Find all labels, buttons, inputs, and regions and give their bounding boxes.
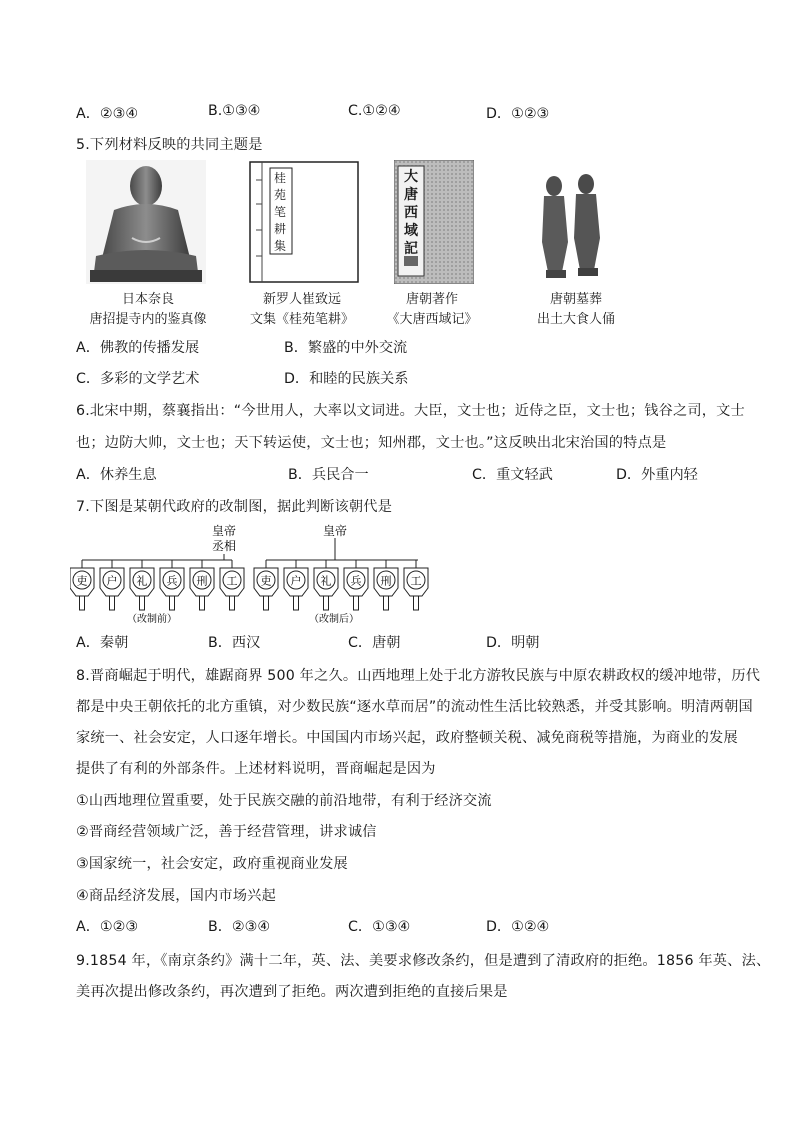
q6-line1: 6.北宋中期，蔡襄指出：“今世用人，大率以文词进。大臣，文士也；近侍之臣，文士也；钱谷之司，文士 [76,403,745,419]
caption-4 [496,290,656,330]
q9-line2: 美再次提出修改条约，再次遭到了拒绝。两次遭到拒绝的直接后果是 [76,984,508,1000]
jianzhen-statue-image [86,160,206,284]
before-reform-label: （改制前） [127,614,177,625]
guiyuan-book-cover-image [248,160,360,284]
before-ministry-5 [190,560,214,610]
before-ministry-label: 工 [226,574,238,588]
q5-option-b: B．繁盛的中外交流 [284,340,408,356]
q7-option-d: D．明朝 [486,635,540,651]
q8-item-4: ④商品经济发展，国内市场兴起 [76,888,276,904]
before-ministry-2 [100,560,124,610]
q5-option-d: D．和睦的民族关系 [284,371,409,387]
q8-line2: 都是中央王朝依托的北方重镇，对少数民族“逐水草而居”的流动性生活比较熟悉，并受其影响。明清两朝国 [76,699,753,715]
after-emperor-label: 皇帝 [322,524,348,538]
after-ministry-label: 兵 [350,574,362,588]
caption-1 [68,290,228,330]
q8-line1: 8.晋商崛起于明代，雄踞商界 500 年之久。山西地理上处于北方游牧民族与中原农耕政权的缓冲地带，历代 [76,668,761,684]
caption-3 [352,290,512,330]
before-ministries [70,560,244,610]
q8-option-b: B．②③④ [208,919,271,935]
before-ministry-4 [160,560,184,610]
after-ministries [254,560,428,610]
caption-4-line1: 唐朝墓葬 [549,292,602,307]
caption-2-line1: 新罗人崔致远 [262,292,341,307]
q8-line3: 家统一、社会安定，人口逐年增长。中国国内市场兴起，政府整顿关税、减免商税等措施，为商业的发展 [76,730,738,746]
before-chancellor-label: 丞相 [211,539,237,553]
caption-1-line1: 日本奈良 [121,292,174,307]
before-ministry-3 [130,560,154,610]
after-ministry-5 [374,560,398,610]
after-ministry-6 [404,560,428,610]
before-emperor-label: 皇帝 [211,524,237,538]
caption-4-line2: 出土大食人俑 [536,312,615,327]
q7-option-c: C．唐朝 [348,635,401,651]
after-ministry-label: 吏 [260,574,272,588]
q8-option-a: A．①②③ [76,919,139,935]
q8-option-c: C．①③④ [348,919,411,935]
arab-figurines-image [530,172,610,284]
q5-option-c: C．多彩的文学艺术 [76,371,200,387]
before-ministry-label: 兵 [166,574,178,588]
q6-option-a: A．休养生息 [76,467,157,483]
q6-option-d: D．外重内轻 [616,467,698,483]
government-reform-diagram [70,520,450,626]
q7-option-a: A．秦朝 [76,635,129,651]
q4-option-d: D．①②③ [486,106,550,122]
q6-line2: 也；边防大帅，文士也；天下转运使，文士也；知州郡，文士也。”这反映出北宋治国的特点是 [76,435,667,451]
after-ministry-label: 刑 [380,574,392,588]
q4-option-c: C.①②④ [348,103,401,119]
after-ministry-2 [284,560,308,610]
after-ministry-1 [254,560,278,610]
q4-option-a: A．②③④ [76,106,139,122]
before-ministry-1 [70,560,94,610]
q6-option-b: B．兵民合一 [288,467,369,483]
after-ministry-label: 礼 [320,574,332,588]
caption-2-line2: 文集《桂苑笔耕》 [249,312,354,327]
caption-1-line2: 唐招提寺内的鉴真像 [89,312,207,327]
guiyuan-book-title: 桂苑笔耕集 [274,171,287,253]
after-ministry-4 [344,560,368,610]
before-ministry-6 [220,560,244,610]
before-ministry-label: 户 [106,574,118,588]
caption-3-line1: 唐朝著作 [405,292,458,307]
q6-option-c: C．重文轻武 [472,467,553,483]
q5-option-a: A．佛教的传播发展 [76,340,200,356]
q8-line4: 提供了有利的外部条件。上述材料说明，晋商崛起是因为 [76,761,436,777]
q8-item-2: ②晋商经营领域广泛，善于经营管理，讲求诚信 [76,824,377,840]
q8-item-3: ③国家统一，社会安定，政府重视商业发展 [76,856,348,872]
after-ministry-3 [314,560,338,610]
before-ministry-label: 礼 [136,574,148,588]
q9-line1: 9.1854 年，《南京条约》满十二年，英、法、美要求修改条约，但是遭到了清政府的拒绝。1856 年英、法、 [76,953,771,969]
q7-stem: 7.下图是某朝代政府的改制图，据此判断该朝代是 [76,499,393,515]
after-ministry-label: 工 [410,574,422,588]
after-reform-label: （改制后） [309,614,359,625]
caption-3-line2: 《大唐西域记》 [386,312,478,327]
q8-option-d: D．①②④ [486,919,550,935]
after-ministry-label: 户 [290,574,302,588]
q4-option-b: B.①③④ [208,103,261,119]
q5-stem: 5.下列材料反映的共同主题是 [76,137,263,153]
datang-book-title: 大唐西域記 [404,169,418,257]
before-ministry-label: 刑 [196,574,208,588]
q8-item-1: ①山西地理位置重要，处于民族交融的前沿地带，有利于经济交流 [76,793,492,809]
q7-option-b: B．西汉 [208,635,261,651]
before-ministry-label: 吏 [76,574,88,588]
